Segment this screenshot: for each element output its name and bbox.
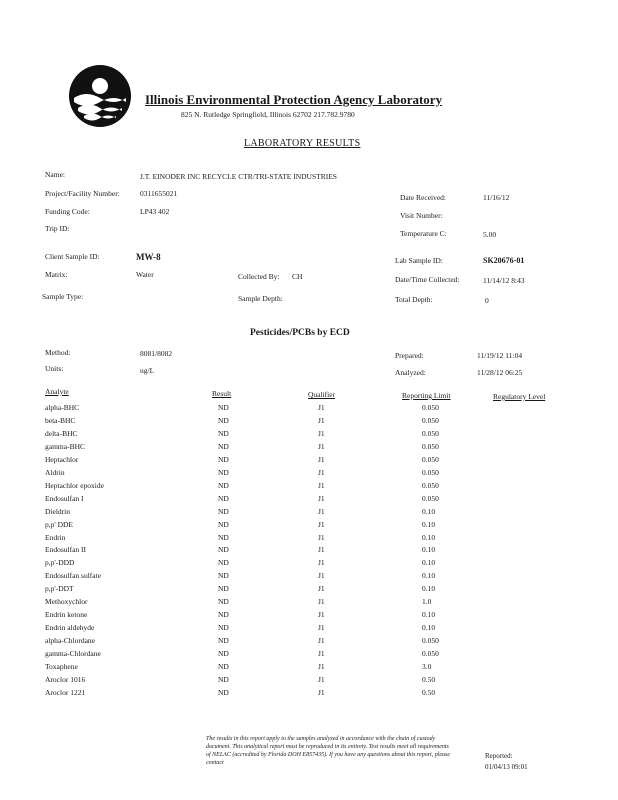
collected-by-value: CH (292, 272, 303, 281)
analyte-cell: p,p'-DDD (45, 558, 75, 568)
limit-cell: 0.050 (422, 480, 439, 490)
result-cell: ND (218, 428, 229, 438)
result-cell: ND (218, 454, 229, 464)
analyte-cell: Endrin ketone (45, 610, 88, 620)
table-row (0, 442, 618, 455)
result-cell: ND (218, 597, 229, 607)
qualifier-cell: J1 (318, 467, 325, 477)
trip-label: Trip ID: (45, 224, 70, 233)
limit-cell: 0.050 (422, 428, 439, 438)
temperature-label: Temperature C: (400, 229, 447, 238)
matrix-label: Matrix: (45, 270, 68, 279)
qualifier-cell: J1 (318, 415, 325, 425)
qualifier-cell: J1 (318, 597, 325, 607)
qualifier-cell: J1 (318, 584, 325, 594)
result-cell: ND (218, 649, 229, 659)
matrix-value: Water (136, 270, 154, 279)
limit-cell: 0.050 (422, 403, 439, 412)
method-label: Method: (45, 348, 71, 357)
limit-cell: 0.10 (422, 610, 436, 620)
analyte-cell: gamma-BHC (45, 441, 85, 451)
col-result-header: Result (212, 389, 232, 398)
col-limit-header: Reporting Limit (402, 391, 451, 400)
qualifier-cell: J1 (318, 571, 325, 581)
qualifier-cell: J1 (318, 493, 325, 503)
limit-cell: 0.10 (422, 545, 436, 555)
limit-cell: 0.10 (422, 532, 436, 542)
lab-sample-value: SK20676-01 (483, 256, 525, 265)
table-row (0, 649, 618, 662)
report-title: LABORATORY RESULTS (244, 138, 361, 149)
method-value: 8081/8082 (140, 349, 173, 358)
limit-cell: 0.10 (422, 519, 436, 529)
reported-label: Reported: (485, 752, 513, 760)
result-cell: ND (218, 519, 229, 529)
units-value: ug/L (140, 366, 155, 375)
table-row (0, 584, 618, 597)
qualifier-cell: J1 (318, 558, 325, 568)
analyte-cell: Methoxychlor (45, 597, 88, 607)
table-row (0, 455, 618, 468)
total-depth-label: Total Depth: (395, 295, 433, 304)
qualifier-cell: J1 (318, 403, 325, 412)
table-row (0, 571, 618, 584)
analyte-cell: Endrin (45, 532, 66, 542)
qualifier-cell: J1 (318, 662, 325, 671)
qualifier-cell: J1 (318, 454, 325, 464)
analyte-cell: Aldrin (45, 467, 65, 477)
limit-cell: 0.050 (422, 493, 439, 503)
result-cell: ND (218, 610, 229, 620)
prepared-value: 11/19/12 11:04 (477, 351, 523, 360)
limit-cell: 0.050 (422, 441, 439, 451)
result-cell: ND (218, 480, 229, 490)
table-row (0, 675, 618, 688)
datetime-collected-value: 11/14/12 8:43 (483, 276, 525, 285)
qualifier-cell: J1 (318, 545, 325, 555)
collected-by-label: Collected By: (238, 272, 280, 281)
qualifier-cell: J1 (318, 636, 325, 646)
sample-depth-label: Sample Depth: (238, 294, 283, 303)
limit-cell: 0.10 (422, 558, 436, 568)
prepared-label: Prepared: (395, 351, 424, 360)
qualifier-cell: J1 (318, 428, 325, 438)
limit-cell: 0.050 (422, 415, 439, 425)
result-cell: ND (218, 441, 229, 451)
limit-cell: 0.050 (422, 636, 439, 646)
total-depth-value: 0 (485, 296, 489, 305)
name-label: Name: (45, 170, 65, 179)
table-row (0, 533, 618, 546)
org-address: 825 N. Rutledge Springfield, Illinois 62702 217.782.9780 (181, 110, 355, 119)
table-row (0, 468, 618, 481)
result-cell: ND (218, 636, 229, 646)
table-row (0, 416, 618, 429)
table-row (0, 403, 618, 416)
table-row (0, 662, 618, 675)
result-cell: ND (218, 415, 229, 425)
analyte-cell: p,p'-DDT (45, 584, 74, 594)
qualifier-cell: J1 (318, 441, 325, 451)
funding-value: LP43 402 (140, 207, 170, 216)
lab-sample-label: Lab Sample ID: (395, 256, 443, 265)
analyte-cell: Heptachlor (45, 454, 79, 464)
limit-cell: 0.050 (422, 467, 439, 477)
col-analyte-header: Analyte (45, 387, 69, 396)
org-name: Illinois Environmental Protection Agency Laboratory (145, 92, 443, 107)
analyte-cell: alpha-BHC (45, 403, 80, 412)
client-sample-label: Client Sample ID: (45, 252, 100, 261)
limit-cell: 0.10 (422, 584, 436, 594)
analyte-cell: Aroclor 1016 (45, 674, 86, 684)
analyte-cell: Endrin aldehyde (45, 623, 95, 633)
analyte-cell: Heptachlor epoxide (45, 480, 104, 490)
qualifier-cell: J1 (318, 687, 325, 697)
result-cell: ND (218, 687, 229, 697)
table-row (0, 520, 618, 533)
limit-cell: 0.50 (422, 687, 436, 697)
table-row (0, 494, 618, 507)
limit-cell: 0.050 (422, 649, 439, 659)
table-row (0, 481, 618, 494)
footer-note: The results in this report apply to the samples analyzed in accordance with the chain of custody document. This analytical report must be reproduced in its entirety. Test results meet all requirements of NELAC (accredited by Florida DOH E857435). If you have any questions about this report, please contact (206, 736, 451, 766)
analyzed-value: 11/28/12 06:25 (477, 368, 523, 377)
analyte-cell: Toxaphene (45, 662, 78, 671)
datetime-collected-label: Date/Time Collected: (395, 275, 460, 284)
sample-type-label: Sample Type: (42, 292, 84, 301)
result-cell: ND (218, 623, 229, 633)
reported-value: 01/04/13 09:01 (485, 763, 528, 771)
analyzed-label: Analyzed: (395, 368, 426, 377)
analyte-cell: Endosulfan sulfate (45, 571, 102, 581)
project-value: 0311655021 (140, 189, 178, 198)
qualifier-cell: J1 (318, 649, 325, 659)
table-row (0, 558, 618, 571)
date-received-value: 11/16/12 (483, 193, 510, 202)
analyte-cell: p,p' DDE (45, 519, 74, 529)
result-cell: ND (218, 674, 229, 684)
limit-cell: 1.0 (422, 597, 432, 607)
name-value: J.T. EINODER INC RECYCLE CTR/TRI-STATE INDUSTRIES (140, 172, 337, 181)
qualifier-cell: J1 (318, 674, 325, 684)
client-sample-value: MW-8 (136, 252, 161, 262)
limit-cell: 0.50 (422, 674, 436, 684)
table-row (0, 688, 618, 701)
result-cell: ND (218, 545, 229, 555)
qualifier-cell: J1 (318, 532, 325, 542)
qualifier-cell: J1 (318, 506, 325, 516)
project-label: Project/Facility Number: (45, 189, 120, 198)
result-cell: ND (218, 662, 229, 671)
limit-cell: 3.0 (422, 662, 432, 671)
qualifier-cell: J1 (318, 519, 325, 529)
temperature-value: 5.00 (483, 230, 497, 239)
result-cell: ND (218, 571, 229, 581)
table-row (0, 597, 618, 610)
qualifier-cell: J1 (318, 623, 325, 633)
table-row (0, 429, 618, 442)
units-label: Units: (45, 364, 64, 373)
col-qualifier-header: Qualifier (308, 390, 336, 399)
limit-cell: 0.10 (422, 506, 436, 516)
analyte-cell: Endosulfan II (45, 545, 87, 555)
analyte-cell: Dieldrin (45, 506, 70, 516)
qualifier-cell: J1 (318, 610, 325, 620)
funding-label: Funding Code: (45, 207, 90, 216)
analyte-cell: Aroclor 1221 (45, 687, 86, 697)
analyte-cell: alpha-Chlordane (45, 636, 95, 646)
limit-cell: 0.10 (422, 571, 436, 581)
iepa-logo (68, 64, 132, 128)
table-row (0, 507, 618, 520)
date-received-label: Date Received: (400, 193, 447, 202)
table-row (0, 623, 618, 636)
col-regulatory-header: Regulatory Level (493, 392, 546, 401)
limit-cell: 0.10 (422, 623, 436, 633)
analyte-cell: delta-BHC (45, 428, 78, 438)
qualifier-cell: J1 (318, 480, 325, 490)
analyte-cell: beta-BHC (45, 415, 76, 425)
analyte-cell: Endosulfan I (45, 493, 84, 503)
limit-cell: 0.050 (422, 454, 439, 464)
result-cell: ND (218, 403, 229, 412)
table-row (0, 545, 618, 558)
result-cell: ND (218, 493, 229, 503)
section-title: Pesticides/PCBs by ECD (250, 328, 350, 338)
result-cell: ND (218, 584, 229, 594)
result-cell: ND (218, 558, 229, 568)
result-cell: ND (218, 532, 229, 542)
result-cell: ND (218, 506, 229, 516)
visit-label: Visit Number: (400, 211, 443, 220)
table-row (0, 636, 618, 649)
result-cell: ND (218, 467, 229, 477)
analyte-cell: gamma-Chlordane (45, 649, 101, 659)
table-row (0, 610, 618, 623)
